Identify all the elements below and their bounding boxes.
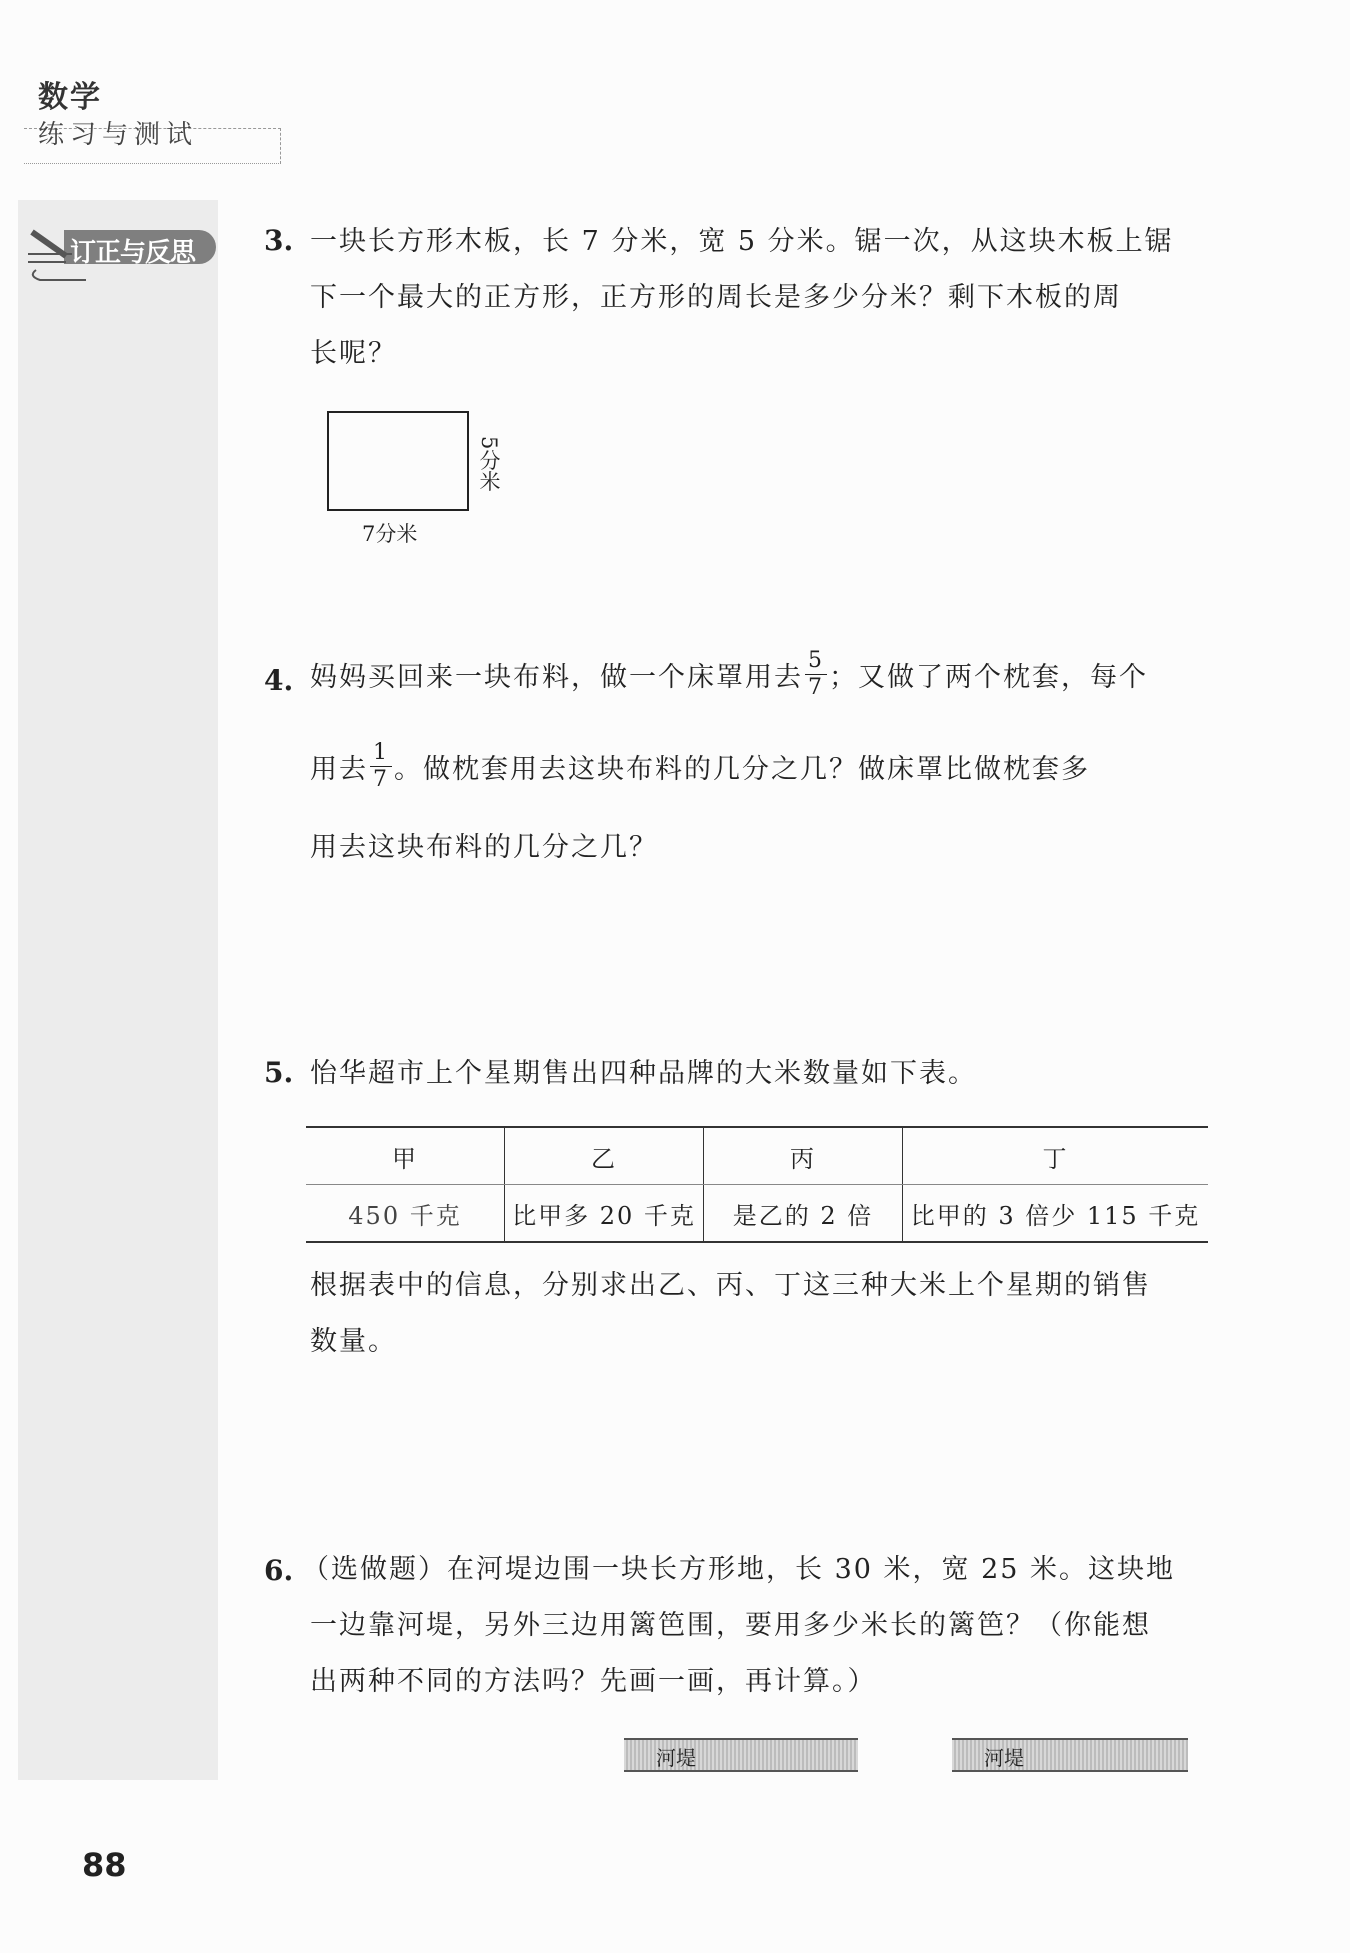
- header-bing: 丙: [704, 1127, 903, 1185]
- value-jia: 450 千克: [306, 1185, 505, 1243]
- rice-sales-table: [306, 1126, 1208, 1243]
- q5-line1: 怡华超市上个星期售出四种品牌的大米数量如下表。: [310, 1058, 977, 1089]
- q4-line3: 用去这块布料的几分之几？: [310, 832, 658, 863]
- figure-width-label: 7分米: [362, 522, 418, 546]
- figure-height-label: 5分米: [477, 436, 501, 492]
- subject-title: 数学: [38, 80, 102, 115]
- river-dike-1: [624, 1738, 858, 1772]
- q4-line2-b: 。做枕套用去这块布料的几分之几？做床罩比做枕套多: [394, 754, 1090, 785]
- q3-number: 3.: [264, 224, 294, 257]
- value-yi: 比甲多 20 千克: [505, 1185, 704, 1243]
- fraction-five-sevenths: [805, 648, 827, 701]
- q4-line1: [310, 650, 1148, 706]
- table-row: [306, 1185, 1208, 1243]
- q5-line3: 数量。: [310, 1326, 397, 1357]
- q4-line1-a: 妈妈买回来一块布料，做一个床罩用去: [310, 662, 803, 693]
- header-jia: 甲: [306, 1127, 505, 1185]
- q3-line3: 长呢？: [310, 338, 397, 369]
- page-number: 88: [82, 1846, 127, 1884]
- tag-label: 订正与反思: [70, 238, 196, 268]
- q5-number: 5.: [264, 1056, 294, 1089]
- book-title: 练习与测试: [38, 120, 199, 150]
- q6-line3: 出两种不同的方法吗？先画一画，再计算。）: [310, 1666, 877, 1697]
- q4-line2-a: 用去: [310, 754, 368, 785]
- q6-number: 6.: [264, 1554, 294, 1587]
- board-rect: [328, 412, 468, 510]
- dike-label-2: 河堤: [984, 1746, 1024, 1770]
- q4-line2: [310, 742, 1090, 798]
- frac2-denominator: 7: [373, 767, 389, 792]
- frac1-numerator: 5: [805, 648, 827, 675]
- value-ding: 比甲的 3 倍少 115 千克: [903, 1185, 1209, 1243]
- fraction-one-seventh: [370, 740, 392, 793]
- q3-line2: 下一个最大的正方形，正方形的周长是多少分米？剩下木板的周: [310, 282, 1122, 313]
- q6-line2: 一边靠河堤，另外三边用篱笆围，要用多少米长的篱笆？（你能想: [310, 1610, 1151, 1641]
- river-dike-2: [952, 1738, 1188, 1772]
- frac1-denominator: 7: [808, 675, 824, 700]
- q4-number: 4.: [264, 664, 294, 697]
- q4-line1-b: ；又做了两个枕套，每个: [829, 662, 1148, 693]
- frac2-numerator: 1: [370, 740, 392, 767]
- header-ding: 丁: [903, 1127, 1209, 1185]
- q5-line2: 根据表中的信息，分别求出乙、丙、丁这三种大米上个星期的销售: [310, 1270, 1151, 1301]
- q3-line1: 一块长方形木板，长 7 分米，宽 5 分米。锯一次，从这块木板上锯: [310, 226, 1174, 257]
- correction-sidebar: [18, 200, 218, 1780]
- correction-tag: [26, 224, 218, 268]
- q6-line1: （选做题）在河堤边围一块长方形地，长 30 米，宽 25 米。这块地: [302, 1554, 1176, 1585]
- header-yi: 乙: [505, 1127, 704, 1185]
- value-bing: 是乙的 2 倍: [704, 1185, 903, 1243]
- dike-label-1: 河堤: [656, 1746, 696, 1770]
- table-header-row: [306, 1127, 1208, 1185]
